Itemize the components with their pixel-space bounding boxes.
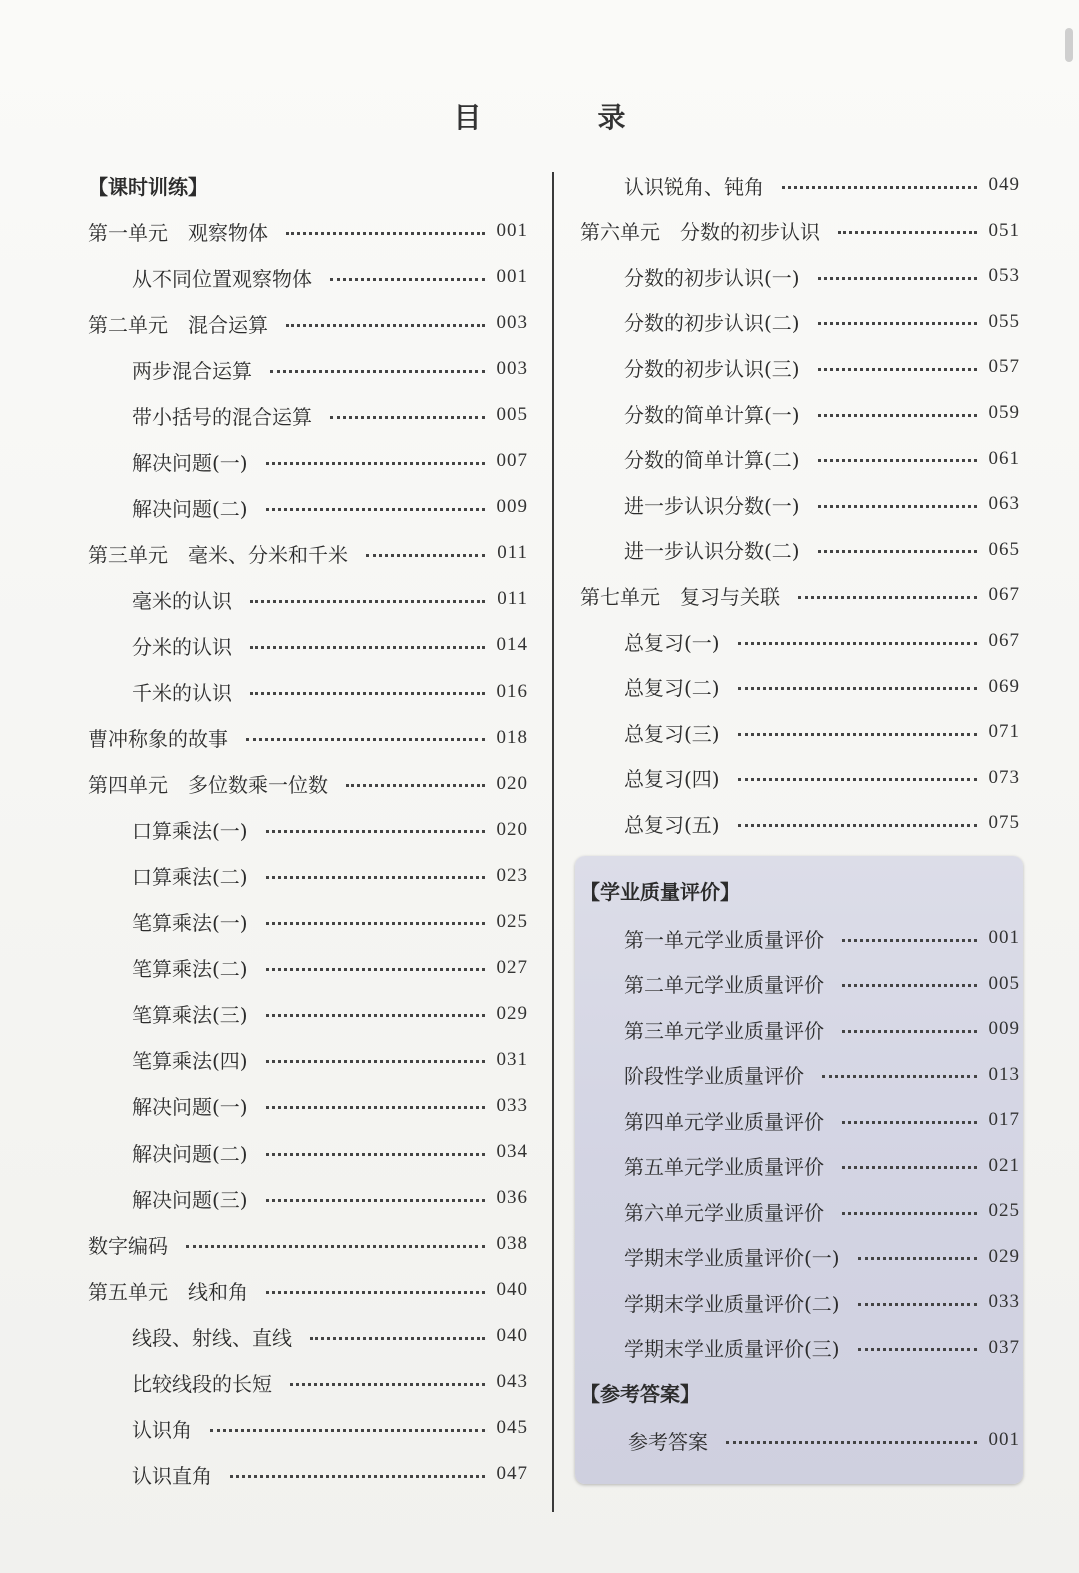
toc-entry-page: 001 bbox=[496, 266, 528, 288]
toc-entry[interactable] bbox=[88, 997, 528, 1031]
toc-entry[interactable] bbox=[580, 487, 1020, 521]
toc-entry[interactable] bbox=[580, 1103, 1020, 1137]
dot-leader bbox=[818, 414, 977, 417]
dot-leader bbox=[270, 370, 485, 373]
toc-entry-page: 033 bbox=[496, 1094, 528, 1116]
dot-leader bbox=[230, 1475, 485, 1478]
toc-entry-title: 阶段性学业质量评价 bbox=[624, 1064, 804, 1088]
dot-leader bbox=[210, 1429, 485, 1432]
dot-leader bbox=[738, 642, 977, 645]
dot-leader bbox=[266, 1060, 485, 1063]
toc-entry-title: 口算乘法(一) bbox=[132, 819, 248, 844]
toc-entry-title: 从不同位置观察物体 bbox=[132, 266, 312, 291]
toc-entry-page: 051 bbox=[988, 219, 1020, 241]
toc-entry-page: 011 bbox=[497, 542, 528, 564]
toc-entry-page: 043 bbox=[496, 1371, 528, 1393]
toc-entry[interactable] bbox=[88, 1319, 528, 1353]
toc-entry-title: 第五单元学业质量评价 bbox=[624, 1155, 824, 1179]
toc-entry[interactable] bbox=[88, 1411, 528, 1445]
toc-entry-title: 第四单元学业质量评价 bbox=[624, 1109, 824, 1134]
dot-leader bbox=[842, 1030, 977, 1033]
section-heading-answers: 【参考答案】 bbox=[580, 1381, 700, 1406]
toc-entry-page: 034 bbox=[496, 1141, 528, 1162]
toc-entry[interactable] bbox=[88, 1273, 528, 1307]
dot-leader bbox=[818, 277, 977, 280]
toc-entry-title: 第六单元学业质量评价 bbox=[624, 1200, 824, 1225]
toc-entry-page: 005 bbox=[988, 972, 1020, 994]
dot-leader bbox=[818, 368, 977, 371]
toc-entry[interactable] bbox=[88, 582, 528, 616]
toc-entry-title: 总复习(五) bbox=[624, 812, 720, 837]
dot-leader bbox=[250, 692, 485, 695]
toc-entry[interactable] bbox=[580, 1240, 1020, 1274]
toc-entry-title: 认识角 bbox=[132, 1417, 192, 1442]
dot-leader bbox=[842, 939, 977, 942]
toc-entry[interactable] bbox=[580, 806, 1020, 840]
dot-leader bbox=[310, 1337, 485, 1340]
toc-entry-page: 014 bbox=[496, 634, 528, 656]
toc-entry[interactable] bbox=[580, 1194, 1020, 1228]
toc-entry[interactable] bbox=[580, 305, 1020, 339]
toc-entry-title: 千米的认识 bbox=[132, 681, 232, 705]
toc-entry-page: 075 bbox=[988, 812, 1020, 834]
toc-entry-title: 解决问题(二) bbox=[132, 496, 248, 521]
dot-leader bbox=[822, 1075, 977, 1078]
toc-entry[interactable] bbox=[580, 1149, 1020, 1183]
toc-entry[interactable] bbox=[580, 578, 1020, 612]
toc-entry-title: 第六单元 分数的初步认识 bbox=[580, 220, 820, 245]
toc-entry[interactable] bbox=[580, 533, 1020, 567]
toc-entry[interactable] bbox=[580, 350, 1020, 384]
toc-entry[interactable] bbox=[580, 670, 1020, 704]
toc-entry-page: 047 bbox=[496, 1463, 528, 1485]
toc-entry[interactable] bbox=[580, 1423, 1020, 1457]
toc-entry-title: 解决问题(二) bbox=[132, 1141, 248, 1166]
dot-leader bbox=[818, 459, 977, 462]
dot-leader bbox=[290, 1383, 485, 1386]
toc-entry[interactable] bbox=[580, 442, 1020, 476]
toc-entry-page: 061 bbox=[988, 447, 1020, 469]
toc-entry[interactable] bbox=[88, 260, 528, 294]
toc-entry-title: 口算乘法(二) bbox=[132, 865, 248, 890]
toc-entry-title: 解决问题(一) bbox=[132, 450, 248, 475]
dot-leader bbox=[266, 1153, 485, 1156]
toc-entry[interactable] bbox=[88, 859, 528, 893]
section-heading-evaluation: 【学业质量评价】 bbox=[580, 879, 740, 904]
toc-entry-page: 069 bbox=[988, 675, 1020, 697]
toc-entry-title: 第一单元学业质量评价 bbox=[624, 927, 824, 952]
toc-entry[interactable] bbox=[580, 168, 1020, 202]
toc-entry[interactable] bbox=[88, 951, 528, 985]
dot-leader bbox=[246, 738, 485, 741]
toc-entry-page: 007 bbox=[496, 450, 528, 472]
page-title: 目 录 bbox=[453, 101, 670, 134]
toc-entry[interactable] bbox=[88, 1457, 528, 1491]
toc-entry-page: 067 bbox=[988, 630, 1020, 651]
toc-entry[interactable] bbox=[88, 1227, 528, 1261]
dot-leader bbox=[330, 278, 485, 281]
toc-entry-page: 057 bbox=[988, 356, 1020, 378]
toc-entry[interactable] bbox=[580, 967, 1020, 1001]
toc-entry-title: 学期末学业质量评价(三) bbox=[624, 1337, 840, 1361]
toc-entry-page: 003 bbox=[496, 312, 528, 334]
dot-leader bbox=[250, 600, 485, 603]
toc-entry-page: 045 bbox=[496, 1417, 528, 1439]
toc-entry[interactable] bbox=[88, 214, 528, 248]
toc-entry-page: 020 bbox=[496, 772, 528, 794]
toc-entry-title: 总复习(二) bbox=[624, 676, 720, 701]
toc-entry-page: 011 bbox=[497, 588, 528, 610]
toc-entry-title: 第三单元学业质量评价 bbox=[624, 1018, 824, 1043]
toc-entry[interactable] bbox=[88, 306, 528, 340]
toc-entry-page: 013 bbox=[988, 1063, 1020, 1085]
toc-entry[interactable] bbox=[88, 1043, 528, 1077]
toc-entry-page: 027 bbox=[496, 956, 528, 978]
dot-leader bbox=[286, 324, 485, 327]
toc-entry[interactable] bbox=[580, 921, 1020, 955]
toc-entry-title: 比较线段的长短 bbox=[132, 1371, 272, 1396]
dot-leader bbox=[842, 1166, 977, 1169]
toc-entry-title: 分数的简单计算(一) bbox=[624, 402, 800, 427]
toc-entry[interactable] bbox=[580, 214, 1020, 248]
dot-leader bbox=[266, 462, 485, 465]
toc-entry[interactable] bbox=[88, 675, 528, 709]
dot-leader bbox=[266, 830, 485, 833]
toc-entry-title: 第二单元学业质量评价 bbox=[624, 973, 824, 997]
toc-entry-title: 学期末学业质量评价(一) bbox=[624, 1246, 840, 1270]
dot-leader bbox=[266, 1199, 485, 1202]
toc-entry-page: 001 bbox=[496, 220, 528, 241]
dot-leader bbox=[266, 968, 485, 971]
toc-entry-title: 笔算乘法(一) bbox=[132, 911, 248, 936]
toc-entry[interactable] bbox=[88, 721, 528, 755]
toc-entry-title: 笔算乘法(二) bbox=[132, 957, 248, 982]
toc-entry-page: 040 bbox=[496, 1325, 528, 1347]
section-heading-lessons: 【课时训练】 bbox=[88, 174, 208, 199]
toc-entry-page: 059 bbox=[988, 402, 1020, 423]
toc-entry-page: 029 bbox=[988, 1245, 1020, 1267]
toc-entry-page: 025 bbox=[496, 910, 528, 932]
toc-entry[interactable] bbox=[580, 1285, 1020, 1319]
toc-entry-page: 001 bbox=[988, 927, 1020, 948]
dot-leader bbox=[366, 554, 485, 557]
dot-leader bbox=[330, 416, 485, 419]
dot-leader bbox=[818, 505, 977, 508]
toc-entry-title: 总复习(一) bbox=[624, 630, 720, 655]
toc-entry-title: 第七单元 复习与关联 bbox=[580, 584, 780, 609]
toc-entry[interactable] bbox=[580, 1012, 1020, 1046]
toc-entry-page: 055 bbox=[988, 310, 1020, 332]
dot-leader bbox=[842, 1121, 977, 1124]
toc-entry-page: 001 bbox=[988, 1429, 1020, 1450]
toc-entry[interactable] bbox=[580, 624, 1020, 658]
toc-entry-title: 线段、射线、直线 bbox=[132, 1325, 292, 1350]
toc-entry-page: 038 bbox=[496, 1233, 528, 1255]
dot-leader bbox=[738, 733, 977, 736]
toc-entry-title: 毫米的认识 bbox=[132, 588, 232, 613]
dot-leader bbox=[266, 922, 485, 925]
toc-entry-title: 笔算乘法(四) bbox=[132, 1049, 248, 1074]
dot-leader bbox=[738, 778, 977, 781]
evaluation-box bbox=[575, 856, 1023, 1484]
toc-entry-title: 进一步认识分数(一) bbox=[624, 493, 800, 518]
dot-leader bbox=[782, 186, 977, 189]
toc-entry-title: 分数的简单计算(二) bbox=[624, 448, 800, 473]
toc-entry-page: 029 bbox=[496, 1002, 528, 1024]
toc-entry-page: 033 bbox=[988, 1291, 1020, 1312]
toc-entry[interactable] bbox=[580, 1331, 1020, 1365]
toc-entry-page: 036 bbox=[496, 1187, 528, 1209]
dot-leader bbox=[250, 646, 485, 649]
toc-entry-title: 认识锐角、钝角 bbox=[624, 174, 764, 199]
toc-entry-title: 分数的初步认识(三) bbox=[624, 356, 800, 381]
dot-leader bbox=[186, 1245, 485, 1248]
toc-entry-title: 曹冲称象的故事 bbox=[88, 727, 228, 752]
dot-leader bbox=[858, 1257, 977, 1260]
toc-entry-title: 解决问题(三) bbox=[132, 1187, 248, 1212]
toc-entry[interactable] bbox=[580, 761, 1020, 795]
toc-entry-page: 053 bbox=[988, 265, 1020, 287]
dot-leader bbox=[738, 687, 977, 690]
toc-entry[interactable] bbox=[88, 1181, 528, 1215]
toc-entry-title: 第一单元 观察物体 bbox=[88, 220, 268, 245]
toc-entry-page: 040 bbox=[496, 1279, 528, 1301]
toc-entry-page: 020 bbox=[496, 818, 528, 840]
dot-leader bbox=[738, 824, 977, 827]
toc-entry-title: 认识直角 bbox=[132, 1463, 212, 1488]
toc-entry-title: 第四单元 多位数乘一位数 bbox=[88, 773, 328, 798]
toc-entry-title: 第五单元 线和角 bbox=[88, 1279, 248, 1304]
toc-entry-page: 021 bbox=[988, 1154, 1020, 1176]
toc-entry-page: 065 bbox=[988, 538, 1020, 560]
toc-entry[interactable] bbox=[580, 1058, 1020, 1092]
toc-entry[interactable] bbox=[88, 536, 528, 570]
dot-leader bbox=[266, 1106, 485, 1109]
dot-leader bbox=[818, 322, 977, 325]
column-divider bbox=[552, 172, 554, 1512]
toc-entry-title: 两步混合运算 bbox=[132, 358, 252, 383]
dot-leader bbox=[838, 231, 977, 234]
toc-entry[interactable] bbox=[88, 490, 528, 524]
toc-entry[interactable] bbox=[580, 715, 1020, 749]
toc-entry-title: 第二单元 混合运算 bbox=[88, 312, 268, 337]
toc-entry-title: 数字编码 bbox=[88, 1233, 168, 1258]
toc-entry-title: 带小括号的混合运算 bbox=[132, 404, 312, 429]
toc-entry[interactable] bbox=[88, 352, 528, 386]
toc-entry[interactable] bbox=[88, 398, 528, 432]
dot-leader bbox=[858, 1303, 977, 1306]
toc-entry-page: 067 bbox=[988, 584, 1020, 606]
toc-entry-title: 进一步认识分数(二) bbox=[624, 539, 800, 564]
toc-entry-title: 分米的认识 bbox=[132, 634, 232, 659]
toc-entry[interactable] bbox=[580, 396, 1020, 430]
toc-entry-page: 003 bbox=[496, 358, 528, 380]
toc-entry-page: 016 bbox=[496, 680, 528, 702]
toc-entry-page: 005 bbox=[496, 404, 528, 426]
toc-entry-page: 009 bbox=[988, 1018, 1020, 1039]
toc-entry[interactable] bbox=[88, 444, 528, 478]
toc-entry[interactable] bbox=[88, 1365, 528, 1399]
dot-leader bbox=[842, 984, 977, 987]
toc-entry-page: 037 bbox=[988, 1336, 1020, 1358]
toc-entry-page: 031 bbox=[496, 1048, 528, 1070]
toc-entry[interactable] bbox=[88, 813, 528, 847]
toc-entry-page: 071 bbox=[988, 721, 1020, 743]
toc-entry[interactable] bbox=[88, 905, 528, 939]
scrollbar[interactable] bbox=[1065, 28, 1073, 62]
dot-leader bbox=[266, 876, 485, 879]
toc-entry[interactable] bbox=[88, 1135, 528, 1169]
dot-leader bbox=[266, 1014, 485, 1017]
toc-entry-page: 049 bbox=[988, 174, 1020, 195]
dot-leader bbox=[798, 596, 977, 599]
toc-entry-page: 073 bbox=[988, 766, 1020, 788]
toc-entry-page: 018 bbox=[496, 726, 528, 748]
toc-entry-title: 参考答案 bbox=[628, 1429, 708, 1454]
dot-leader bbox=[726, 1441, 977, 1444]
dot-leader bbox=[346, 784, 485, 787]
dot-leader bbox=[858, 1348, 977, 1351]
toc-entry[interactable] bbox=[88, 1089, 528, 1123]
toc-entry-page: 063 bbox=[988, 493, 1020, 515]
toc-entry-page: 009 bbox=[496, 496, 528, 518]
toc-entry-title: 第三单元 毫米、分米和千米 bbox=[88, 542, 348, 567]
toc-entry-title: 总复习(四) bbox=[624, 767, 720, 792]
toc-entry-title: 总复习(三) bbox=[624, 721, 720, 746]
toc-entry-page: 023 bbox=[496, 864, 528, 886]
dot-leader bbox=[286, 232, 485, 235]
dot-leader bbox=[266, 508, 485, 511]
toc-entry-page: 025 bbox=[988, 1200, 1020, 1221]
toc-entry[interactable] bbox=[88, 628, 528, 662]
toc-entry[interactable] bbox=[580, 259, 1020, 293]
toc-entry-title: 学期末学业质量评价(二) bbox=[624, 1291, 840, 1316]
toc-entry-title: 分数的初步认识(二) bbox=[624, 311, 800, 336]
toc-entry-title: 解决问题(一) bbox=[132, 1095, 248, 1120]
toc-entry-title: 笔算乘法(三) bbox=[132, 1003, 248, 1028]
dot-leader bbox=[842, 1212, 977, 1215]
toc-entry-title: 分数的初步认识(一) bbox=[624, 265, 800, 290]
toc-entry-page: 017 bbox=[988, 1109, 1020, 1130]
toc-entry[interactable] bbox=[88, 767, 528, 801]
dot-leader bbox=[266, 1291, 485, 1294]
dot-leader bbox=[818, 550, 977, 553]
